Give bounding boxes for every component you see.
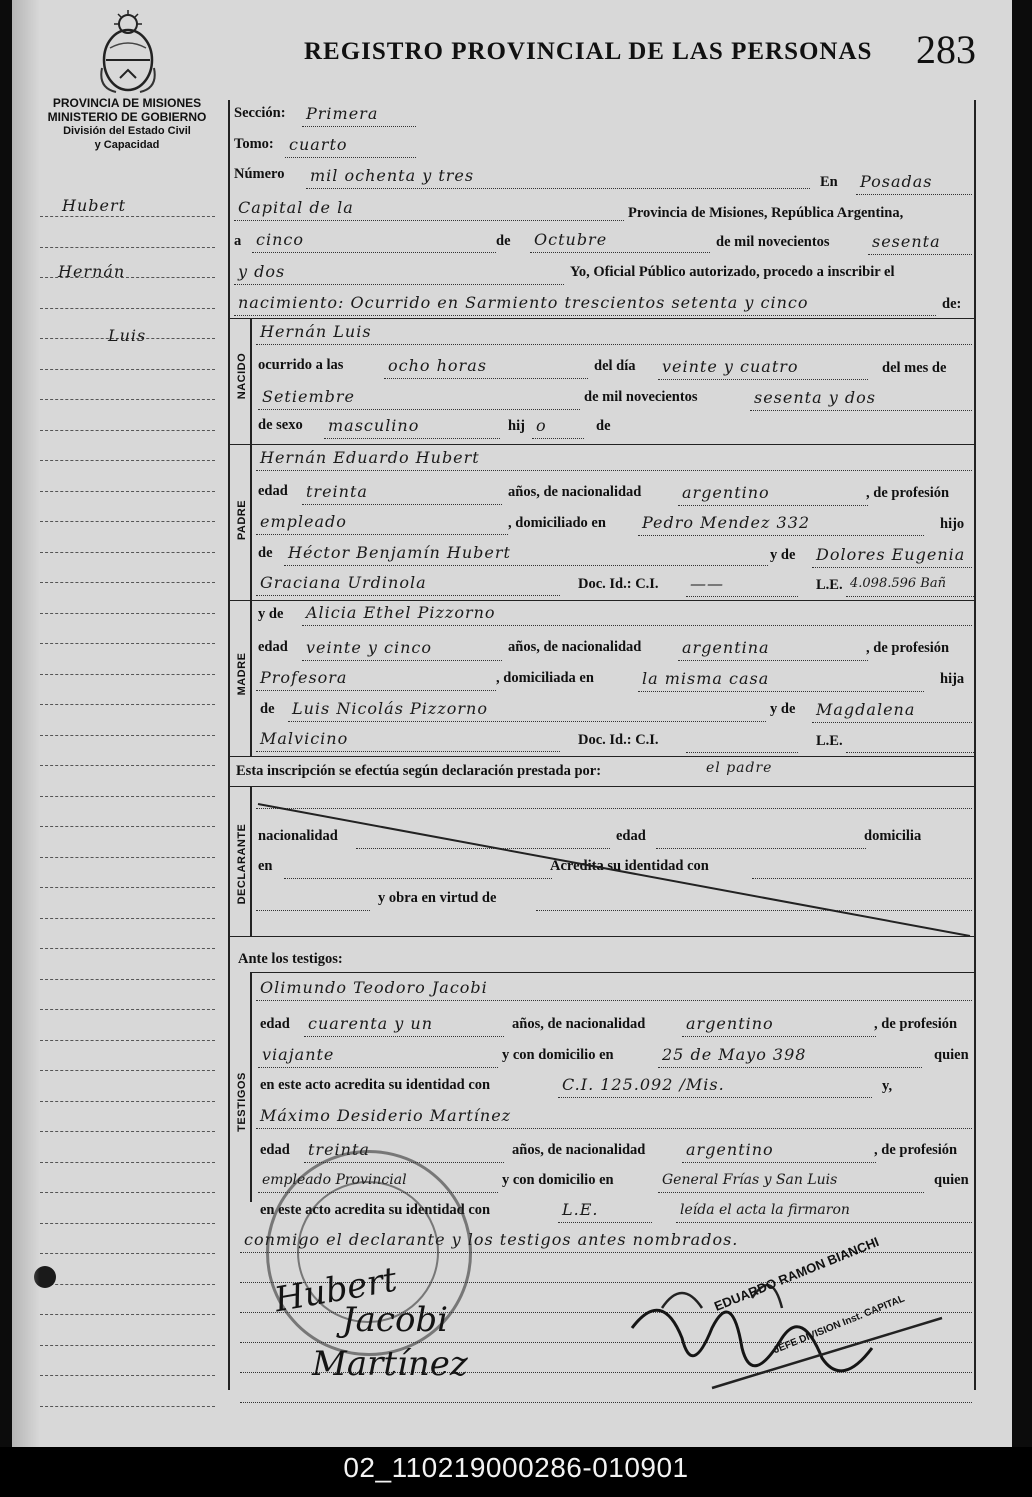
margin-ruled-line <box>40 918 215 919</box>
father-nationality: argentino <box>678 483 868 506</box>
oficial-text: Yo, Oficial Público autorizado, procedo a inscribir el <box>570 264 895 280</box>
father-address: Pedro Mendez 332 <box>638 513 924 536</box>
mother-prof-label: , de profesión <box>866 640 950 656</box>
witness1-profession: viajante <box>258 1045 498 1068</box>
declarante-acredita-label: Acredita su identidad con <box>550 858 709 874</box>
signature-declarant: Hubert <box>271 1259 400 1321</box>
margin-ruled-line <box>40 1070 215 1071</box>
margin-ruled-line <box>40 521 215 522</box>
margin-ruled-line <box>40 552 215 553</box>
signature-witness2: Martínez <box>312 1344 468 1384</box>
margin-ruled-line <box>40 1131 215 1132</box>
witness2-prof-label: , de profesión <box>874 1142 958 1158</box>
declaracion-value: el padre <box>706 760 773 776</box>
mother-name: Alicia Ethel Pizzorno <box>302 603 972 626</box>
margin-ruled-line <box>40 1314 215 1315</box>
office-province: PROVINCIA DE MISIONES <box>52 96 202 110</box>
father-dom-label: , domiciliado en <box>508 515 606 531</box>
testigos-side-rule <box>250 972 252 1202</box>
declaracion-top-rule <box>228 756 974 757</box>
witness2-dom-label: y con domicilio en <box>502 1172 614 1188</box>
witness2-address: General Frías y San Luis <box>658 1170 924 1193</box>
margin-ruled-line <box>40 1345 215 1346</box>
del-dia-label: del día <box>594 358 636 374</box>
witness2-doc: L.E. <box>558 1200 652 1223</box>
father-profession: empleado <box>256 512 508 535</box>
margin-ruled-line <box>40 216 215 217</box>
national-crest-icon <box>96 8 160 96</box>
father-doc-label: Doc. Id.: C.I. <box>578 576 659 592</box>
declarante-dom-label: domicilia <box>864 828 922 844</box>
year-value-2: y dos <box>234 262 564 285</box>
witness2-name: Máximo Desiderio Martínez <box>256 1106 972 1129</box>
margin-ruled-line <box>40 826 215 827</box>
father-le-label: L.E. <box>816 577 843 593</box>
mother-dom-label: , domiciliada en <box>496 670 594 686</box>
nacido-side-rule <box>250 318 252 444</box>
margin-ruled-line <box>40 1406 215 1407</box>
mother-nac-label: años, de nacionalidad <box>508 639 642 655</box>
witness1-doc: C.I. 125.092 /Mis. <box>558 1075 872 1098</box>
declaracion-text: Esta inscripción se efectúa según declaración prestada por: <box>236 763 602 779</box>
witness1-name: Olimundo Teodoro Jacobi <box>256 978 972 1001</box>
inscribir-value: nacimiento: Ocurrido en Sarmiento trescientos setenta y cinco <box>234 293 936 316</box>
hij-label: hij <box>508 418 525 434</box>
birth-year-label: de mil novecientos <box>584 389 698 405</box>
witness1-y-label: y, <box>882 1078 893 1094</box>
margin-first-name: Hernán <box>58 262 126 281</box>
declarante-edad-label: edad <box>616 828 646 844</box>
witness1-nationality: argentino <box>682 1014 876 1037</box>
mother-age: veinte y cinco <box>302 638 502 661</box>
scan-id-code: 02_110219000286-010901 <box>343 1452 689 1483</box>
padre-top-rule <box>228 444 974 445</box>
father-age: treinta <box>302 482 502 505</box>
padre-side-rule <box>250 444 252 600</box>
margin-second-name: Luis <box>108 326 147 345</box>
margin-ruled-line <box>40 369 215 370</box>
form-left-border <box>228 100 230 1390</box>
witness2-acredita-label: en este acto acredita su identidad con <box>260 1202 491 1218</box>
signature-witness1: Jacobi <box>342 1300 449 1340</box>
maternal-grandmother: Magdalena <box>812 700 972 723</box>
witness2-quien-label: quien <box>934 1172 969 1188</box>
sexo-label: de sexo <box>258 417 303 433</box>
father-le-value: 4.098.596 Bañ <box>846 574 974 597</box>
mother-le-value <box>846 730 974 753</box>
testigos-top-rule <box>228 936 974 937</box>
witness2-age: treinta <box>304 1140 504 1163</box>
hij-suffix: o <box>532 416 584 439</box>
numero-label: Número <box>234 166 285 182</box>
seccion-value: Primera <box>302 104 416 127</box>
office-ministry: MINISTERIO DE GOBIERNO <box>47 110 207 124</box>
margin-ruled-line <box>40 1040 215 1041</box>
margin-ruled-line <box>40 979 215 980</box>
mother-address: la misma casa <box>638 669 924 692</box>
hij-de-label: de <box>596 418 611 434</box>
margin-ruled-line <box>40 399 215 400</box>
officer-stamp-name: EDUARDO RAMON BIANCHI <box>712 1233 882 1314</box>
a-label: a <box>234 233 242 249</box>
margin-ruled-line <box>40 704 215 705</box>
margin-ruled-line <box>40 430 215 431</box>
declarante-side-label: DECLARANTE <box>236 823 248 905</box>
margin-ruled-line <box>40 887 215 888</box>
margin-ruled-line <box>40 1192 215 1193</box>
margin-ruled-line <box>40 1162 215 1163</box>
officer-signature-icon <box>622 1268 962 1398</box>
de-colon-label: de: <box>942 296 962 312</box>
form-right-border <box>974 100 976 1390</box>
birth-day: veinte y cuatro <box>658 357 868 380</box>
tomo-value: cuarto <box>285 135 416 158</box>
mother-doc-value <box>686 730 798 753</box>
margin-ruled-line <box>40 765 215 766</box>
issuing-office <box>34 96 220 152</box>
ante-testigos-label: Ante los testigos: <box>238 951 343 967</box>
padre-side-label: PADRE <box>236 499 248 541</box>
father-de-label: de <box>258 545 273 561</box>
mother-edad-label: edad <box>258 639 288 655</box>
witness1-age: cuarenta y un <box>304 1014 504 1037</box>
margin-ruled-line <box>40 1009 215 1010</box>
paternal-grandmother-2: Graciana Urdinola <box>256 573 560 596</box>
seccion-label: Sección: <box>234 105 286 121</box>
margin-ruled-line <box>40 1101 215 1102</box>
margin-ruled-line <box>40 247 215 248</box>
nacido-name: Hernán Luis <box>256 322 972 345</box>
punch-hole-icon <box>34 1266 56 1288</box>
father-y-de-label: y de <box>770 547 796 563</box>
margin-surname: Hubert <box>62 196 127 215</box>
witness1-prof-label: , de profesión <box>874 1016 958 1032</box>
hijo-label: hijo <box>940 516 965 532</box>
margin-ruled-line <box>40 613 215 614</box>
witness1-nac-label: años, de nacionalidad <box>512 1016 646 1032</box>
witness1-acredita-label: en este acto acredita su identidad con <box>260 1077 491 1093</box>
declarante-cancel-stroke <box>256 802 972 938</box>
mother-profession: Profesora <box>256 668 496 691</box>
margin-ruled-line <box>40 796 215 797</box>
declarante-nac-label: nacionalidad <box>258 828 338 844</box>
year-value-1: sesenta <box>868 232 972 255</box>
testigos-side-label: TESTIGOS <box>236 1072 248 1132</box>
birth-hour: ocho horas <box>384 356 588 379</box>
del-mes-label: del mes de <box>882 360 947 376</box>
nacido-side-label: NACIDO <box>236 352 248 400</box>
mother-nationality: argentina <box>678 638 868 661</box>
margin-ruled-line <box>40 582 215 583</box>
de-label: de <box>496 233 511 249</box>
maternal-grandfather: Luis Nicolás Pizzorno <box>288 699 766 722</box>
margin-ruled-line <box>40 643 215 644</box>
margin-ruled-line <box>40 1284 215 1285</box>
witness2-profession: empleado Provincial <box>258 1170 498 1193</box>
hija-label: hija <box>940 671 965 687</box>
mother-le-label: L.E. <box>816 733 843 749</box>
father-name: Hernán Eduardo Hubert <box>256 448 972 471</box>
paternal-grandmother: Dolores Eugenia <box>812 545 972 568</box>
year-prefix: de mil novecientos <box>716 234 830 250</box>
margin-ruled-line <box>40 857 215 858</box>
register-page <box>12 0 1012 1447</box>
witness1-quien-label: quien <box>934 1047 969 1063</box>
provincia-text: Provincia de Misiones, República Argentina, <box>628 205 904 221</box>
numero-value: mil ochenta y tres <box>306 166 810 189</box>
father-nac-label: años, de nacionalidad <box>508 484 642 500</box>
mother-y-de2-label: y de <box>770 701 796 717</box>
father-prof-label: , de profesión <box>866 485 950 501</box>
mother-doc-label: Doc. Id.: C.I. <box>578 732 659 748</box>
madre-top-rule <box>228 600 974 601</box>
officer-stamp-title: JEFE DIVISION Inst. CAPITAL <box>772 1293 907 1357</box>
sexo-value: masculino <box>324 416 500 439</box>
en-label: En <box>820 174 838 190</box>
capital-value: Capital de la <box>234 198 624 221</box>
margin-ruled-line <box>40 1375 215 1376</box>
mother-de-label: de <box>260 701 275 717</box>
page-title: REGISTRO PROVINCIAL DE LAS PERSONAS <box>304 38 873 65</box>
maternal-grandmother-2: Malvicino <box>256 729 560 752</box>
declarante-en-label: en <box>258 858 273 874</box>
mother-y-de-label: y de <box>258 606 284 622</box>
month-value: Octubre <box>530 230 710 253</box>
declarante-obra-label: y obra en virtud de <box>378 890 497 906</box>
margin-ruled-line <box>40 948 215 949</box>
witness2-extra: leída el acta la firmaron <box>676 1200 972 1223</box>
witness2-nationality: argentino <box>682 1140 876 1163</box>
madre-side-label: MADRE <box>236 652 248 696</box>
page-number: 283 <box>916 27 976 72</box>
margin-ruled-line <box>40 674 215 675</box>
declarante-side-rule <box>250 786 252 936</box>
tomo-label: Tomo: <box>234 136 274 152</box>
witness2-edad-label: edad <box>260 1142 290 1158</box>
madre-side-rule <box>250 600 252 756</box>
margin-ruled-line <box>40 308 215 309</box>
margin-ruled-line <box>40 460 215 461</box>
day-value: cinco <box>252 230 496 253</box>
testigos-inner-rule <box>250 972 974 973</box>
office-capacity: y Capacidad <box>94 139 160 151</box>
birth-year: sesenta y dos <box>750 388 972 411</box>
witness2-nac-label: años, de nacionalidad <box>512 1142 646 1158</box>
margin-ruled-line <box>40 1253 215 1254</box>
witness1-dom-label: y con domicilio en <box>502 1047 614 1063</box>
margin-ruled-line <box>40 1223 215 1224</box>
father-doc-value: —— <box>686 574 798 597</box>
paternal-grandfather: Héctor Benjamín Hubert <box>284 543 768 566</box>
nacido-top-rule <box>228 318 974 319</box>
en-value: Posadas <box>856 172 972 195</box>
margin-ruled-line <box>40 735 215 736</box>
father-edad-label: edad <box>258 483 288 499</box>
closing-text: conmigo el declarante y los testigos antes nombrados. <box>240 1230 972 1253</box>
margin-ruled-line <box>40 491 215 492</box>
witness1-address: 25 de Mayo 398 <box>658 1045 922 1068</box>
birth-month: Setiembre <box>258 387 580 410</box>
ocurrido-label: ocurrido a las <box>258 357 344 373</box>
office-division: División del Estado Civil <box>63 125 191 137</box>
witness1-edad-label: edad <box>260 1016 290 1032</box>
